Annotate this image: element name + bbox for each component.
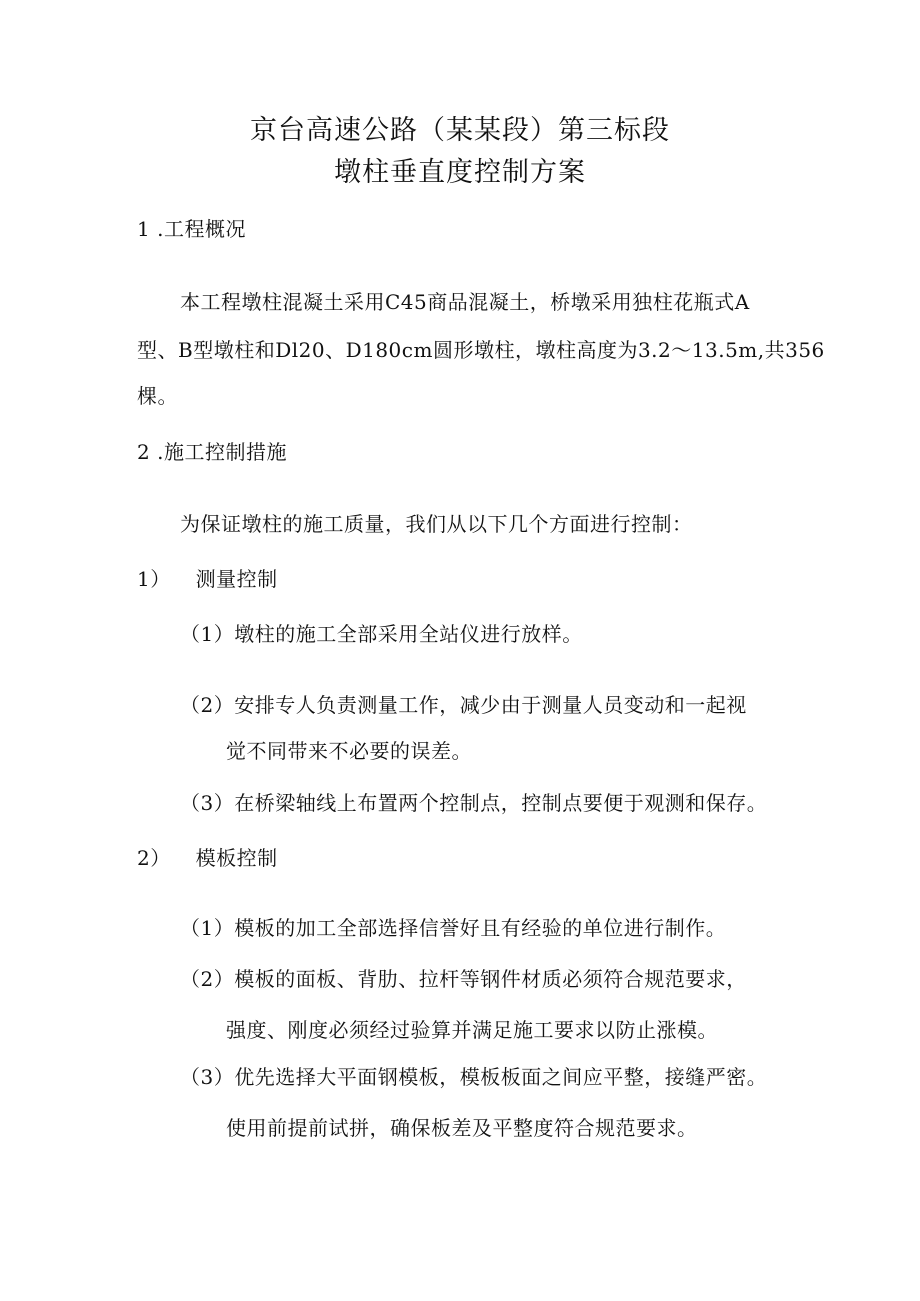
subsection1-item: （1）墩柱的施工全部采用全站仪进行放样。 xyxy=(180,622,583,646)
subsection2-heading xyxy=(137,842,278,871)
section1-paragraph-line2: 型、B型墩柱和Dl20、D180cm圆形墩柱，墩柱高度为3.2～13.5m,共356 xyxy=(137,338,825,362)
document-title-line1: 京台高速公路（某某段）第三标段 xyxy=(250,115,670,146)
subsection2-number: 2） xyxy=(137,846,171,870)
subsection1-number: 1） xyxy=(137,567,171,591)
subsection2-item: （3）优先选择大平面钢模板，模板板面之间应平整，接缝严密。 xyxy=(180,1065,768,1089)
subsection1-heading xyxy=(137,563,278,592)
section2-heading: 2 .施工控制措施 xyxy=(137,440,287,464)
subsection2-label: 模板控制 xyxy=(195,846,278,870)
subsection2-item-continuation: 强度、刚度必须经过验算并满足施工要求以防止涨模。 xyxy=(226,1018,718,1042)
subsection2-item: （2）模板的面板、背肋、拉杆等钢件材质必须符合规范要求， xyxy=(180,967,747,991)
section1-paragraph-line3: 棵。 xyxy=(137,384,178,408)
subsection1-item-continuation: 觉不同带来不必要的误差。 xyxy=(226,739,472,763)
subsection1-item: （3）在桥梁轴线上布置两个控制点，控制点要便于观测和保存。 xyxy=(180,791,768,815)
section1-heading: 1 .工程概况 xyxy=(137,217,246,241)
section1-paragraph-line1: 本工程墩柱混凝土采用C45商品混凝土，桥墩采用独柱花瓶式A xyxy=(180,290,750,314)
subsection1-item: （2）安排专人负责测量工作，减少由于测量人员变动和一起视 xyxy=(180,693,747,717)
section2-intro: 为保证墩柱的施工质量，我们从以下几个方面进行控制： xyxy=(180,512,693,536)
subsection2-item: （1）模板的加工全部选择信誉好且有经验的单位进行制作。 xyxy=(180,916,727,940)
subsection2-item-continuation: 使用前提前试拼，确保板差及平整度符合规范要求。 xyxy=(226,1116,698,1140)
subsection1-label: 测量控制 xyxy=(195,567,278,591)
document-title-line2: 墩柱垂直度控制方案 xyxy=(334,157,586,188)
